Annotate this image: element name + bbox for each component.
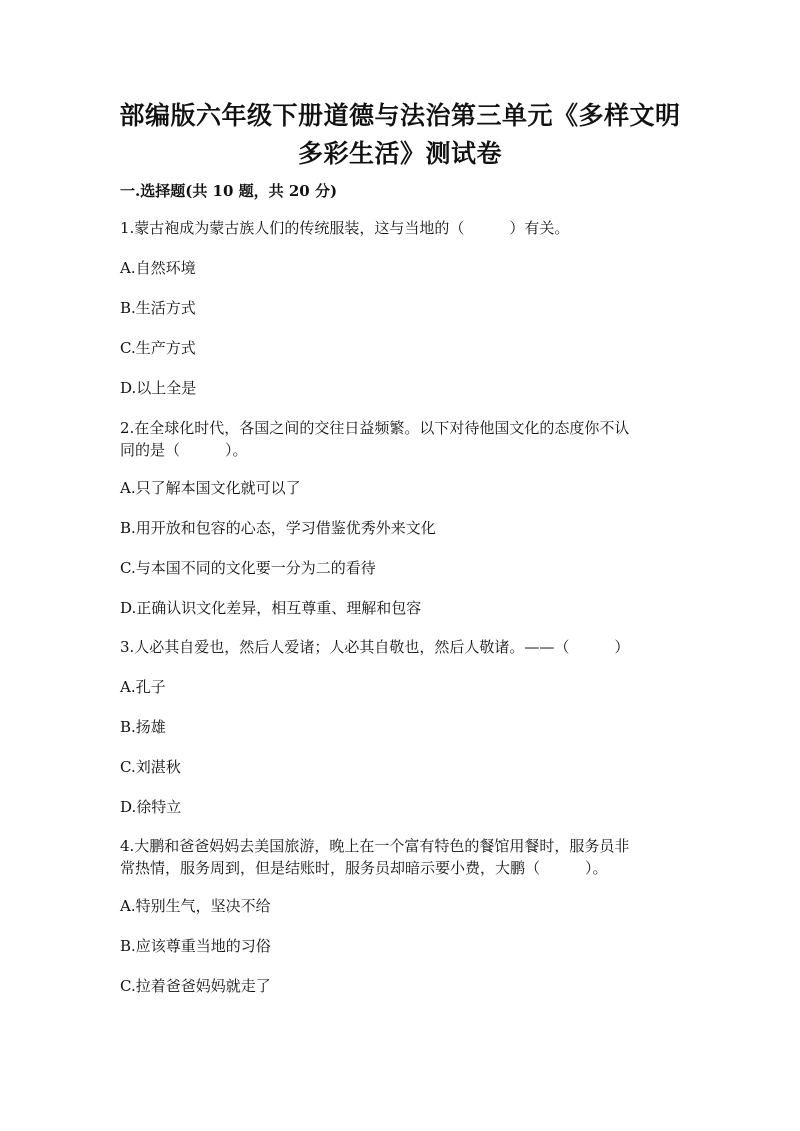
document-title-line-2: 多彩生活》测试卷 [297,139,502,168]
question-1-option-c: C.生产方式 [120,339,196,357]
question-4-stem-line-2: 常热情，服务周到，但是结账时，服务员却暗示要小费，大鹏（ ）。 [120,859,608,877]
question-2-stem-line-2: 同的是（ ）。 [120,441,248,459]
document-title-line-1: 部编版六年级下册道德与法治第三单元《多样文明 [119,101,681,130]
question-1-option-b: B.生活方式 [120,299,196,317]
question-4-stem-line-1: 4.大鹏和爸爸妈妈去美国旅游，晚上在一个富有特色的餐馆用餐时，服务员非 [120,837,630,855]
question-3-option-a: A.孔子 [120,678,166,696]
question-2-option-a: A.只了解本国文化就可以了 [120,479,301,497]
question-3-option-b: B.扬雄 [120,718,166,736]
question-1-option-d: D.以上全是 [120,379,197,397]
question-4-option-a: A.特别生气，坚决不给 [120,897,271,915]
question-4-option-b: B.应该尊重当地的习俗 [120,937,271,955]
question-2-option-d: D.正确认识文化差异，相互尊重、理解和包容 [120,599,422,617]
question-4-option-c: C.拉着爸爸妈妈就走了 [120,977,271,995]
question-1-stem: 1.蒙古袍成为蒙古族人们的传统服装，这与当地的（ ）有关。 [120,219,570,237]
question-2-option-c: C.与本国不同的文化要一分为二的看待 [120,559,376,577]
question-1-option-a: A.自然环境 [120,259,196,277]
question-3-option-c: C.刘湛秋 [120,758,181,776]
section-heading: 一.选择题(共 10 题，共 20 分) [120,182,338,200]
question-3-stem: 3.人必其自爱也，然后人爱诸；人必其自敬也，然后人敬诸。——（ ） [120,638,630,656]
question-2-stem-line-1: 2.在全球化时代，各国之间的交往日益频繁。以下对待他国文化的态度你不认 [120,419,630,437]
question-3-option-d: D.徐特立 [120,798,182,816]
question-2-option-b: B.用开放和包容的心态，学习借鉴优秀外来文化 [120,519,436,537]
